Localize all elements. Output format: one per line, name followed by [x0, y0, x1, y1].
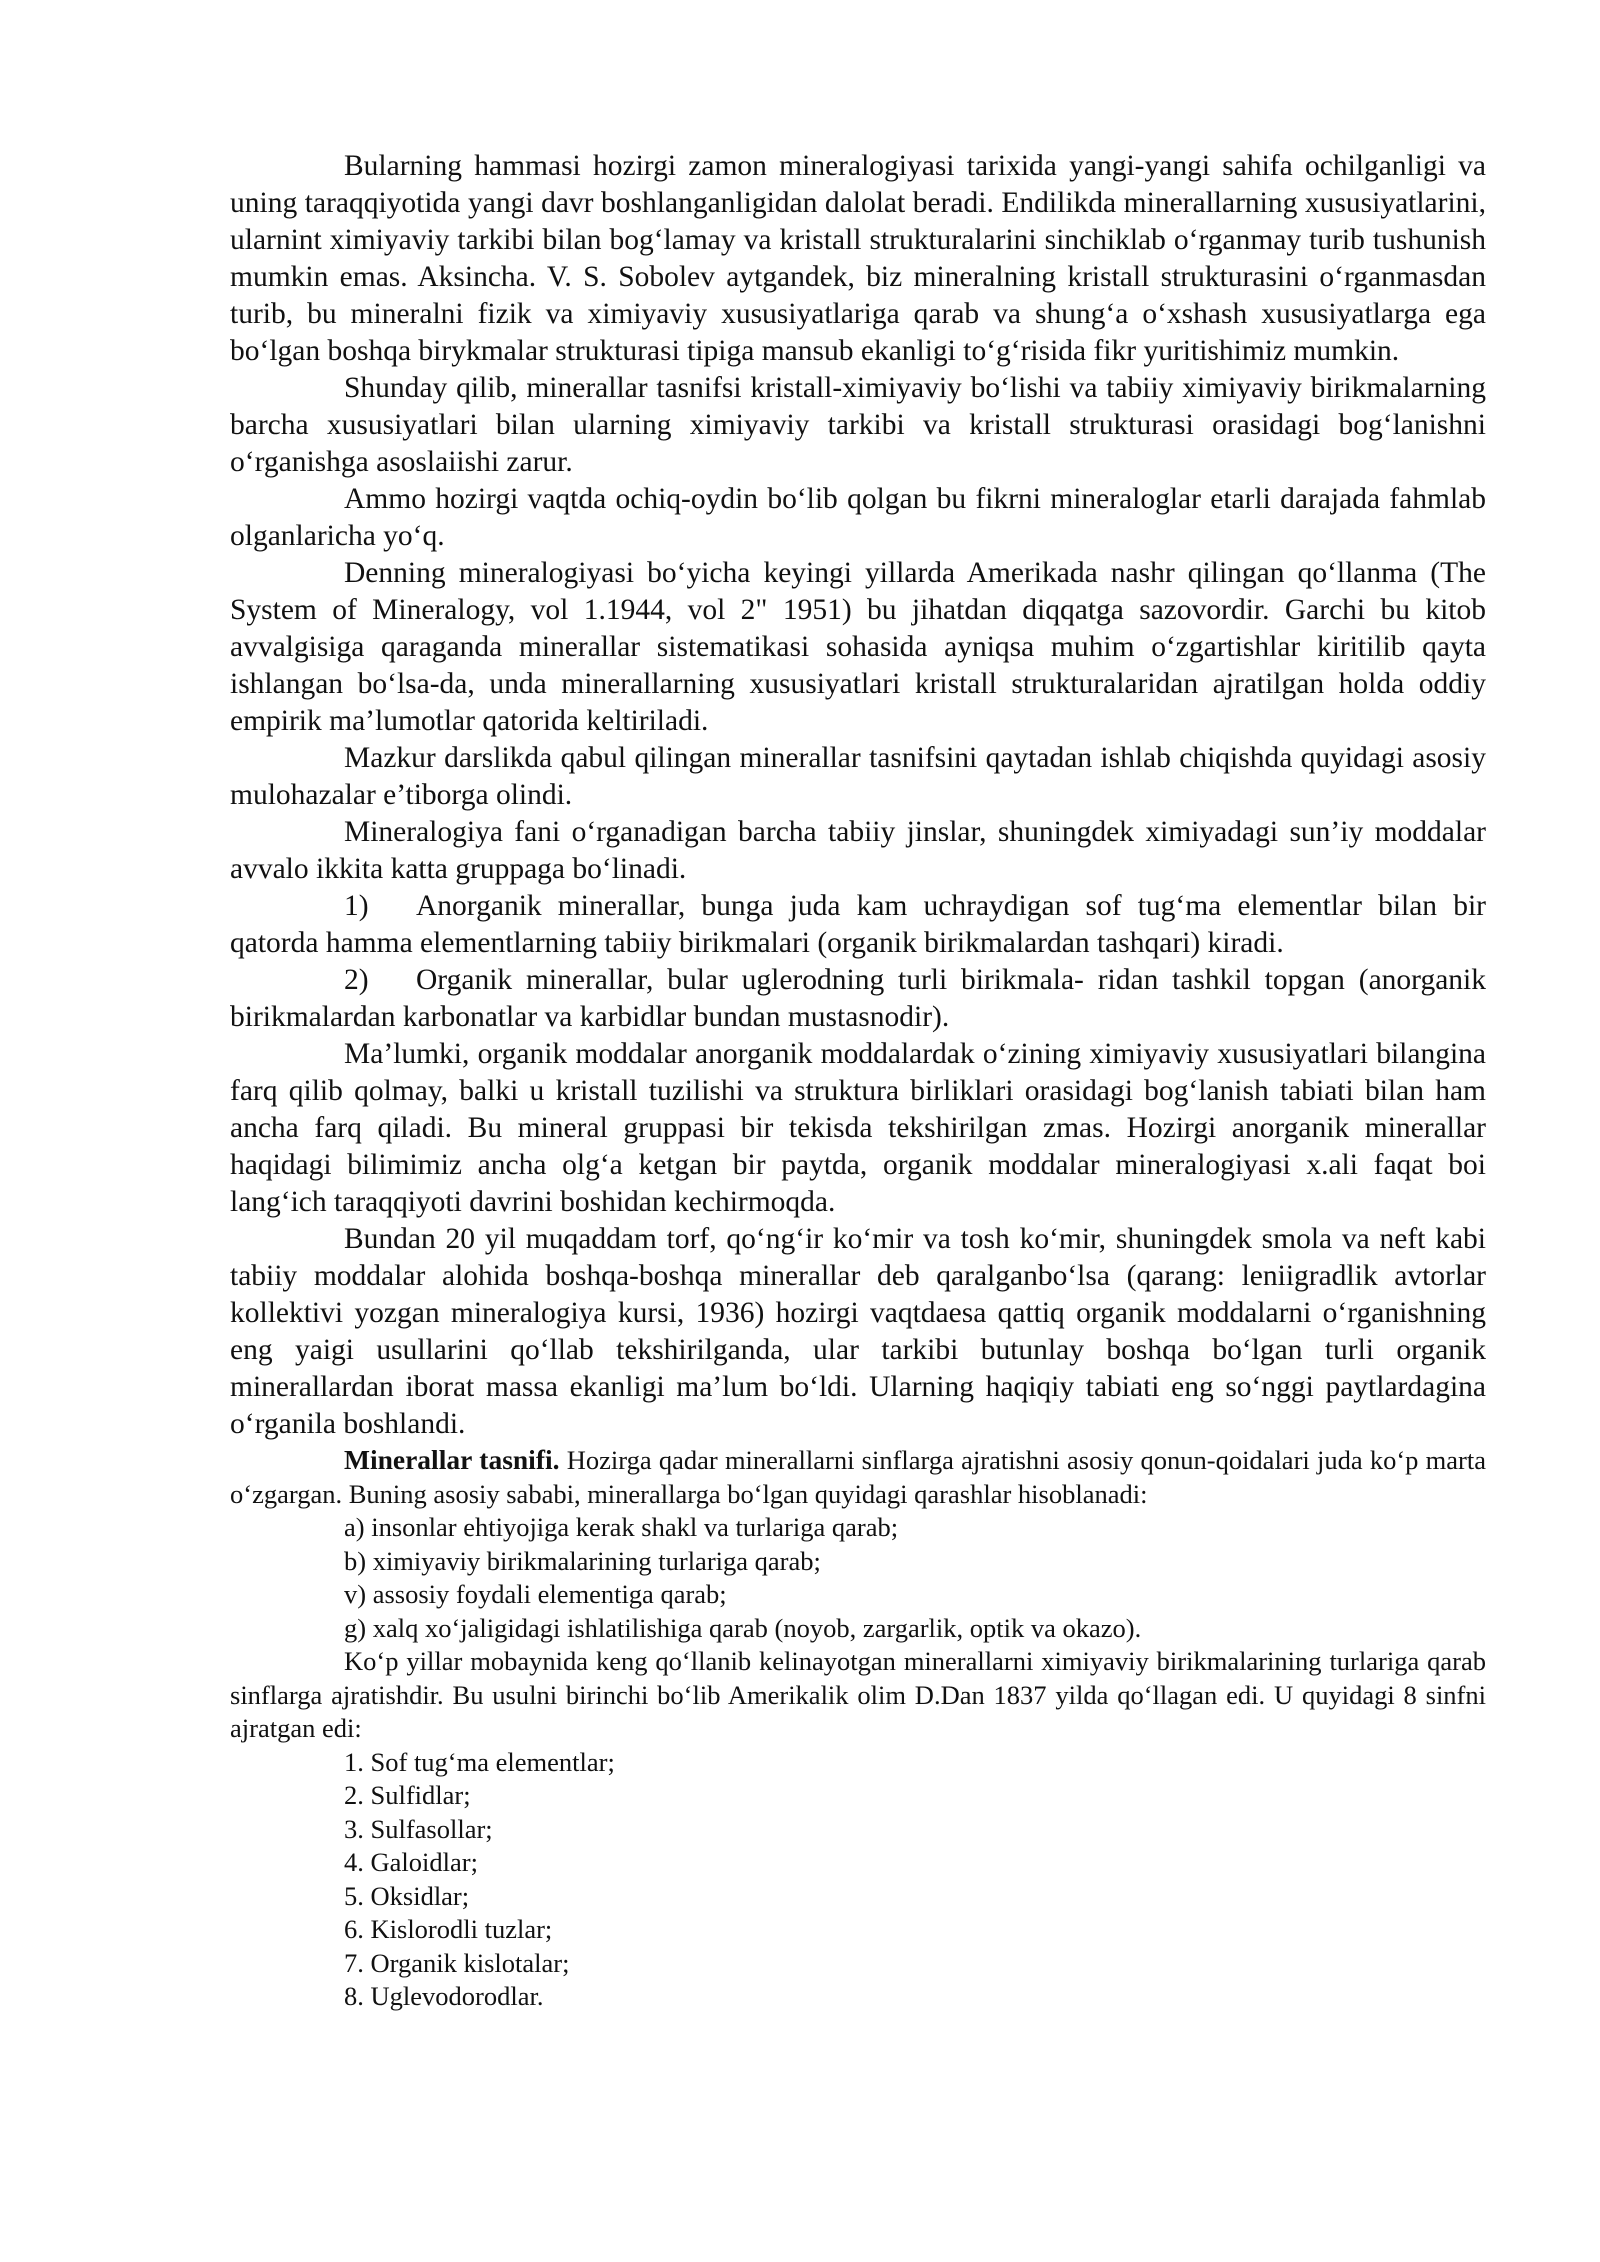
- class-item: 7. Organik kislotalar;: [344, 1947, 570, 1978]
- class-item: 6. Kislorodli tuzlar;: [344, 1914, 553, 1944]
- paragraph: Shunday qilib, minerallar tasnifsi kristall-ximiyaviy bo‘lishi va tabiiy ximiyaviy birikmalarning barcha xususiyatlari bilan ularning ximiyaviy tarkibi va kristall strukturasi orasidagi bog‘lanishni o‘rganishga asoslaiishi zarur.: [230, 372, 1486, 478]
- item-number: 1): [344, 890, 369, 922]
- paragraph: Ma’lumki, organik moddalar anorganik moddalardak o‘zining ximiyaviy xususiyatlari bilangina farq qilib qolmay, balki u kristall tuzilishi va struktura birliklari orasidagi bog‘lanish tabiati bilan ham ancha farq qiladi. Bu mineral gruppasi bir tekisda tekshirilgan zmas. Hozirgi anorganik minerallar haqidagi bilimimiz ancha olg‘a ketgan bir paytda, organik moddalar mineralogiyasi x.ali faqat boi lang‘ich taraqqiyoti davrini boshidan kechirmoqda.: [230, 1038, 1486, 1218]
- numbered-item: [230, 962, 1486, 1036]
- paragraph: Bundan 20 yil muqaddam torf, qo‘ng‘ir ko‘mir va tosh ko‘mir, shuningdek smola va neft kabi tabiiy moddalar alohida boshqa-boshqa minerallar deb qaralganbo‘lsa (qarang: leniigradlik avtorlar kollektivi yozgan mineralogiya kursi, 1936) hozirgi vaqtdaesa qattiq organik moddalarni o‘rganishning eng yaigi usullarini qo‘llab tekshirilganda, ular tarkibi butunlay boshqa bo‘lgan turli organik minerallardan iborat massa ekanligi ma’lum bo‘ldi. Ularning haqiqiy tabiati eng so‘nggi paytlardagina o‘rganila boshlandi.: [230, 1223, 1486, 1440]
- class-item: 5. Oksidlar;: [344, 1880, 470, 1911]
- paragraph: Ammo hozirgi vaqtda ochiq-oydin bo‘lib qolgan bu fikrni mineraloglar etarli darajada fahmlab olganlaricha yo‘q.: [230, 483, 1486, 552]
- class-item: 2. Sulfidlar;: [344, 1780, 471, 1810]
- section-heading: Minerallar tasnifi.: [344, 1444, 560, 1475]
- class-item: 4. Galoidlar;: [344, 1847, 478, 1877]
- paragraph: Mineralogiya fani o‘rganadigan barcha tabiiy jinslar, shuningdek ximiyadagi sun’iy moddalar avvalo ikkita katta gruppaga bo‘linadi.: [230, 816, 1486, 885]
- criteria-item: b) ximiyaviy birikmalarining turlariga qarab;: [344, 1545, 821, 1576]
- class-item: 1. Sof tug‘ma elementlar;: [344, 1746, 615, 1777]
- item-number: 2): [344, 964, 369, 996]
- paragraph: Bularning hammasi hozirgi zamon mineralogiyasi tarixida yangi-yangi sahifa ochilganligi va uning taraqqiyotida yangi davr boshlanganligidan dalolat beradi. Endilikda minerallarning xususiyatlarini, ularnint ximiyaviy tarkibi bilan bog‘lamay va kristall strukturalarini sinchiklab o‘rganmay turib tushunish mumkin emas. Aksincha. V. S. Sobolev aytgandek, biz mineralning kristall strukturasini o‘rganmasdan turib, bu mineralni fizik va ximiyaviy xususiyatlariga qarab va shung‘a o‘xshash xususiyatlarga ega bo‘lgan boshqa birykmalar strukturasi tipiga mansub ekanligi to‘g‘risida fikr yuritishimiz mumkin.: [230, 150, 1486, 367]
- paragraph: Mazkur darslikda qabul qilingan minerallar tasnifsini qaytadan ishlab chiqishda quyidagi asosiy mulohazalar e’tiborga olindi.: [230, 742, 1486, 811]
- class-item: 8. Uglevodorodlar.: [344, 1981, 544, 2011]
- numbered-item: [230, 888, 1486, 962]
- item-text: Organik minerallar, bular uglerodning turli birikmala- ridan tashkil topgan (anorganik birikmalardan karbonatlar va karbidlar bundan mustasnodir).: [230, 964, 1486, 1033]
- section-intro: [230, 1443, 1486, 1511]
- section-intro-text: Hozirga qadar minerallarni sinflarga ajratishni asosiy qonun-qoidalari juda ko‘p marta o‘zgargan. Buning asosiy sababi, minerallarga bo‘lgan quyidagi qarashlar hisoblanadi:: [230, 1445, 1486, 1509]
- paragraph: Denning mineralogiyasi bo‘yicha keyingi yillarda Amerikada nashr qilingan qo‘llanma (The System of Mineralogy, vol 1.1944, vol 2" 1951) bu jihatdan diqqatga sazovordir. Garchi bu kitob avvalgisiga qaraganda minerallar sistematikasi sohasida ayniqsa muhim o‘zgartishlar kiritilib qayta ishlangan bo‘lsa-da, unda minerallarning xususiyatlari kristall strukturalaridan ajratilgan holda oddiy empirik ma’lumotlar qatorida keltiriladi.: [230, 557, 1486, 737]
- class-item: 3. Sulfasollar;: [344, 1813, 493, 1844]
- document-page: [230, 148, 1486, 2014]
- criteria-item: g) xalq xo‘jaligidagi ishlatilishiga qarab (noyob, zargarlik, optik va okazo).: [344, 1612, 1142, 1643]
- item-text: Anorganik minerallar, bunga juda kam uchraydigan sof tug‘ma elementlar bilan bir qatorda hamma elementlarning tabiiy birikmalari (organik birikmalardan tashqari) kiradi.: [230, 890, 1486, 959]
- paragraph: Ko‘p yillar mobaynida keng qo‘llanib kelinayotgan minerallarni ximiyaviy birikmalarining turlariga qarab sinflarga ajratishdir. Bu usulni birinchi bo‘lib Amerikalik olim D.Dan 1837 yilda qo‘llagan edi. U quyidagi 8 sinfni ajratgan edi:: [230, 1646, 1486, 1743]
- criteria-item: a) insonlar ehtiyojiga kerak shakl va turlariga qarab;: [344, 1512, 899, 1542]
- criteria-item: v) assosiy foydali elementiga qarab;: [344, 1579, 727, 1609]
